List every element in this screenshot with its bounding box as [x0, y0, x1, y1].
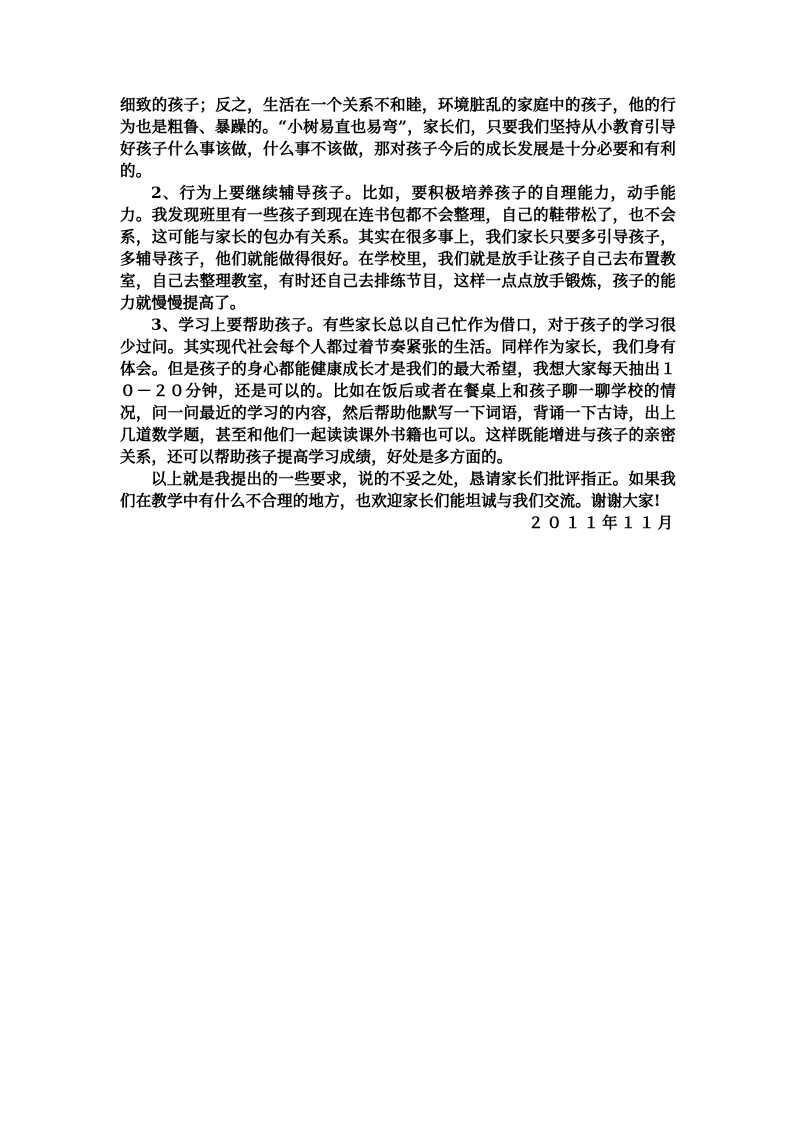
document-page — [120, 94, 676, 534]
paragraph-study-help: 3、学习上要帮助孩子。有些家长总以自己忙作为借口，对于孩子的学习很少过问。其实现代社会每个人都过着节奏紧张的生活。同样作为家长，我们身有体会。但是孩子的身心都能健康成长才是我们的最大希望，我想大家每天抽出１０－２０分钟，还是可以的。比如在饭后或者在餐桌上和孩子聊一聊学校的情况，问一问最近的学习的内容，然后帮助他默写一下词语，背诵一下古诗，出上几道数学题，甚至和他们一起读读课外书籍也可以。这样既能增进与孩子的亲密关系，还可以帮助孩子提高学习成绩，好处是多方面的。 — [120, 315, 676, 466]
paragraph-continuation: 细致的孩子；反之，生活在一个关系不和睦，环境脏乱的家庭中的孩子，他的行为也是粗鲁、暴躁的。“小树易直也易弯”，家长们，只要我们坚持从小教育引导好孩子什么事该做，什么事不该做，那对孩子今后的成长发展是十分必要和有利的。 — [120, 95, 676, 180]
document-date: ２０１１年１１月 — [527, 513, 676, 532]
paragraph-behavior-guidance: 2、行为上要继续辅导孩子。比如，要积极培养孩子的自理能力，动手能力。我发现班里有一些孩子到现在连书包都不会整理，自己的鞋带松了，也不会系，这可能与家长的包办有关系。其实在很多事上，我们家长只要多引导孩子，多辅导孩子，他们就能做得很好。在学校里，我们就是放手让孩子自己去布置教室，自己去整理教室，有时还自己去排练节目，这样一点点放手锻炼，孩子的能力就慢慢提高了。 — [120, 183, 676, 312]
paragraph-closing: 以上就是我提出的一些要求，说的不妥之处，恳请家长们批评指正。如果我们在教学中有什么不合理的地方，也欢迎家长们能坦诚与我们交流。谢谢大家! — [120, 469, 676, 510]
